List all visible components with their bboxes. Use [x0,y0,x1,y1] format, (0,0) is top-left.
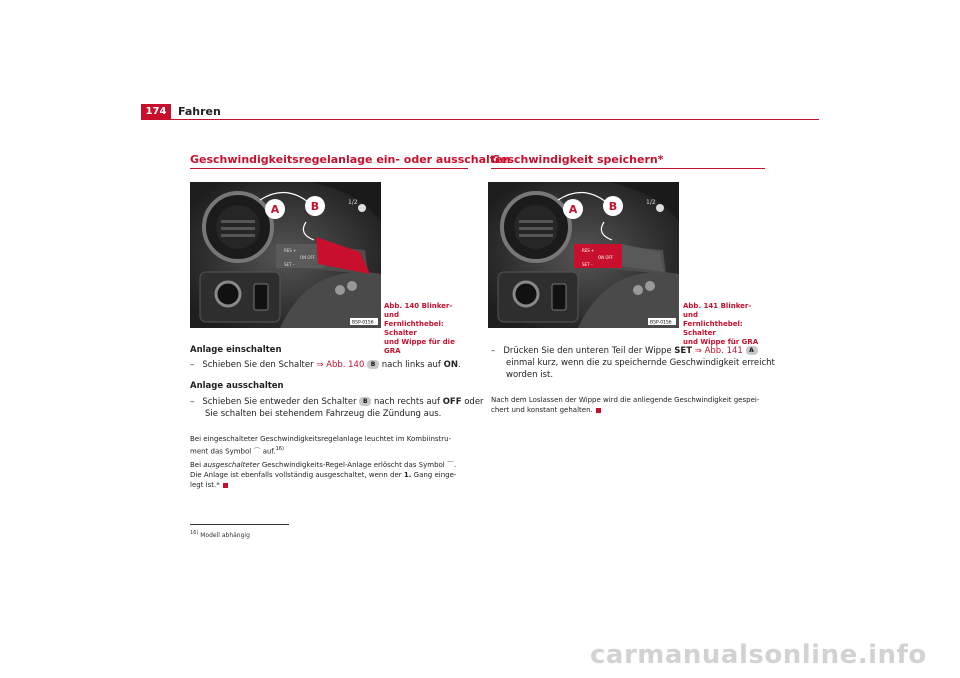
cruise-control-icon: ⌒ [446,461,454,470]
punctuation: . [453,461,457,470]
step-text: oder [464,397,484,407]
section-title: Fahren [178,105,221,118]
note-italic: ausgeschalteter [203,461,260,470]
note-line [190,444,475,456]
subheading-on: Anlage einschalten [190,345,282,355]
note-text: legt ist.* [190,481,220,490]
control-badge-a: A [746,346,758,355]
svg-text:SET –: SET – [582,262,593,267]
note-text: Geschwindigkeits-Regel-Anlage erlöscht das Symbol [261,461,445,470]
control-badge-b: B [367,360,379,369]
figure-ref-link[interactable]: Abb. 140 [326,360,365,370]
note-text: Gang einge- [413,471,457,480]
note-line: Bei eingeschalteter Geschwindigkeitsregelanlage leuchtet im Kombiinstru- [190,435,452,443]
note-text: Die Anlage ist ebenfalls vollständig ausgeschaltet, wenn der [190,471,402,480]
step-set [491,345,781,381]
list-dash: – [190,360,195,370]
left-heading: Geschwindigkeitsregelanlage ein- oder ausschalten [190,153,511,166]
figure-140-caption [384,302,469,356]
svg-text:ON OFF: ON OFF [300,255,316,260]
figure-ref-link[interactable]: Abb. 141 [704,346,743,356]
note-block [190,434,475,490]
footnote-rule [190,524,289,525]
page-number: 174 [141,104,171,120]
step-text: Schieben Sie entweder den Schalter [202,397,357,407]
step-off [190,396,484,420]
end-marker-icon [596,408,601,413]
left-heading-rule [190,168,468,169]
step-off-line2: Sie schalten bei stehendem Fahrzeug die Zündung aus. [205,409,442,419]
caption-line: Fernlichthebel: Schalter [384,320,444,337]
figure-label-a: A [568,203,578,216]
steering-column-illustration [190,182,381,328]
footnote-number: 16) [190,530,199,536]
steering-column-illustration [488,182,679,328]
header-rule [141,119,819,120]
cruise-control-icon: ⌒ [253,447,261,456]
note-text: Bei [190,461,202,470]
caption-line: Abb. 140 Blinker- und [384,302,453,319]
figure-code: B5P-0156 [352,320,374,326]
subheading-off: Anlage ausschalten [190,381,284,391]
note-line [190,470,475,480]
switch-value-off: OFF [442,397,462,407]
caption-line: Abb. 141 Blinker- und [683,302,752,319]
figure-141-caption [683,302,768,347]
step-on [190,359,480,371]
right-heading: Geschwindigkeit speichern* [491,153,664,166]
figure-label-b: B [608,200,618,213]
button-set-label: SET [674,346,693,356]
gear-number: 1. [403,471,412,480]
caption-line: und Wippe für GRA [683,338,759,346]
figure-label-b: B [310,200,320,213]
step-text: Drücken Sie den unteren Teil der Wippe [503,346,672,356]
figure-label-a: A [270,203,280,216]
step-text: Schieben Sie den Schalter [202,360,314,370]
right-heading-rule [491,168,765,169]
note-text: chert und konstant gehalten. [491,406,593,414]
note-line [190,480,475,490]
note-line: Nach dem Loslassen der Wippe wird die anliegende Geschwindigkeit gespei- [491,396,760,404]
figure-141 [488,182,679,328]
footnote [190,530,250,539]
list-dash: – [491,346,496,356]
step-line: worden ist. [506,370,554,380]
svg-text:ON OFF: ON OFF [598,255,614,260]
step-text: nach rechts auf [373,397,440,407]
control-badge-b: B [359,397,371,406]
note-line [491,405,776,415]
footnote-ref: 16) [275,446,284,452]
watermark: carmanualsonline.info [590,640,927,670]
step-text: nach links auf [381,360,441,370]
svg-text:SET –: SET – [284,262,295,267]
note-text: auf. [262,447,276,456]
svg-text:RES +: RES + [284,248,297,253]
step-line: einmal kurz, wenn die zu speichernde Geschwindigkeit erreicht [506,358,775,368]
figure-arrow: ⇒ [694,346,702,356]
punctuation: . [457,360,461,370]
switch-value-on: ON [443,360,458,370]
note-line [190,460,475,470]
fuel-gauge-label: 1/2 [348,199,358,206]
figure-140 [190,182,381,328]
end-marker-icon [223,483,228,488]
caption-line: und Wippe für die GRA [384,338,455,355]
list-dash: – [190,397,195,407]
note-text: ment das Symbol [190,447,252,456]
footnote-text: Modell abhängig [200,532,250,539]
caption-line: Fernlichthebel: Schalter [683,320,743,337]
figure-code: B5P-0156 [650,320,672,326]
note-block [491,395,776,415]
fuel-gauge-label: 1/2 [646,199,656,206]
figure-arrow: ⇒ [316,360,324,370]
svg-text:RES +: RES + [582,248,595,253]
